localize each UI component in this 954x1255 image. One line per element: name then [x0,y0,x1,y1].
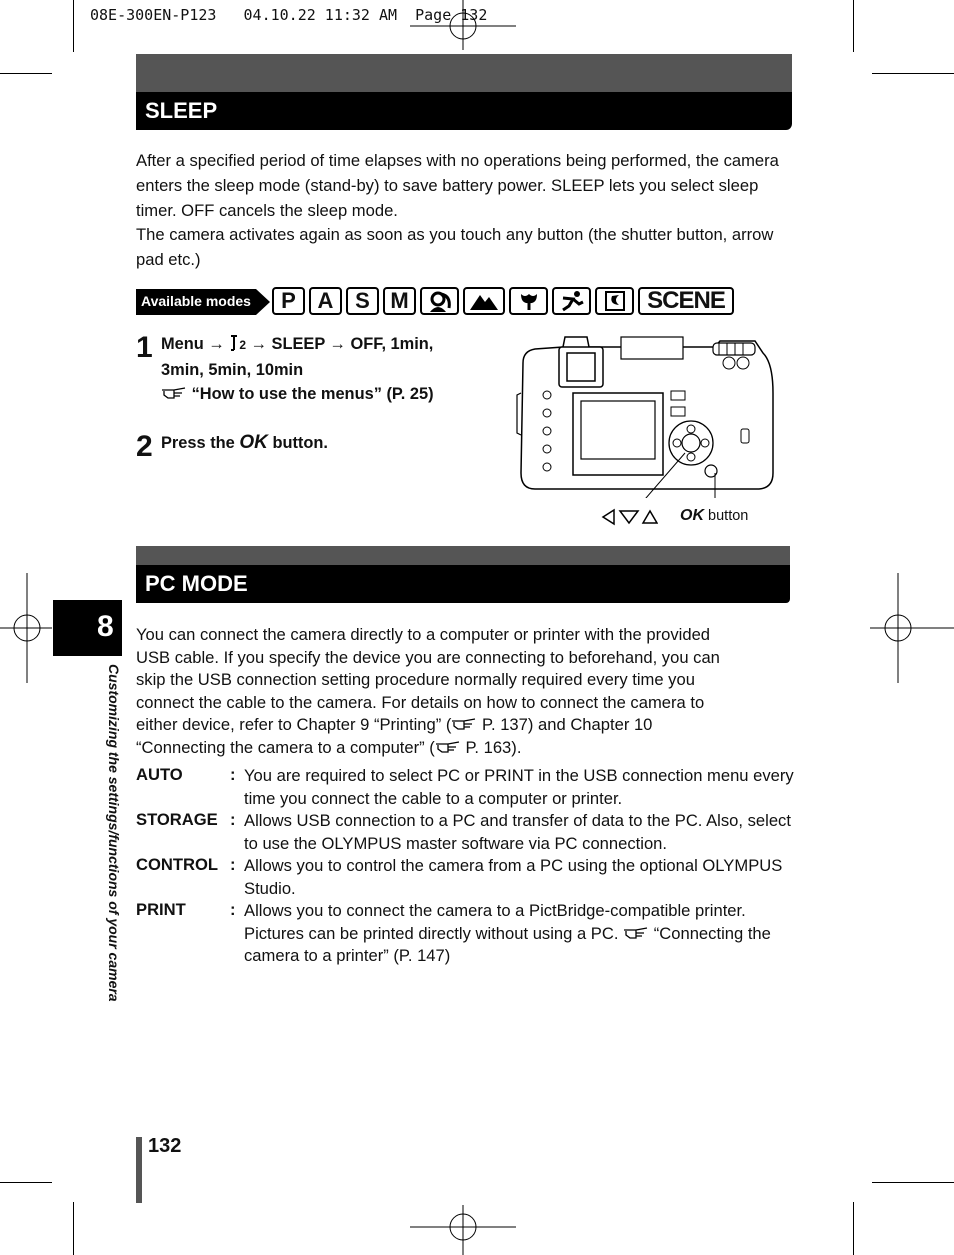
pc-paragraph-line: USB cable. If you specify the device you are connecting to beforehand, you can [136,647,720,667]
def-text-storage: Allows USB connection to a PC and transfer of data to the PC. Also, select to use the OLYMPUS master software via PC connection. [244,811,791,853]
setup-tab-number: 2 [239,338,246,352]
sports-mode-icon [552,287,591,315]
sleep-title: SLEEP [136,92,792,130]
def-text-print [244,900,794,968]
sleep-paragraph-2: The camera activates again as soon as you touch any button (the shutter button, arrow pad etc.) [136,225,774,269]
def-text-print-b: “Connecting the camera to a printer” (P. 147) [244,923,771,966]
sleep-options-2: 3min, 5min, 10min [161,360,304,379]
def-text-print-a: Allows you to connect the camera to a PictBridge-compatible printer. Pictures can be printed directly without using a PC. [244,901,746,943]
pc-paragraph-line: You can connect the camera directly to a computer or printer with the provided [136,625,711,644]
def-colon: : [230,765,236,784]
pc-paragraph-text: P. 163). [465,737,522,757]
macro-mode-icon [509,287,548,315]
pc-mode-paragraph [136,624,796,760]
pc-paragraph-line [136,714,796,737]
chapter-number: 8 [97,610,114,643]
step-2-pre: Press the [161,434,235,452]
ok-button-callout [680,507,748,525]
def-colon: : [230,855,236,874]
def-term-control: CONTROL [136,855,219,874]
mode-scene: SCENE [638,287,734,315]
step-2-text [161,431,491,456]
sleep-options: OFF, 1min, [350,335,434,353]
pc-paragraph-text: “Connecting the camera to a computer” ( [136,737,435,757]
chapter-label: Customizing the settings/functions of your camera [106,664,122,1002]
step-2-post: button. [272,434,328,452]
pc-paragraph-text: P. 137) and Chapter 10 [482,715,653,735]
mode-s: S [346,287,379,315]
setup-tab-icon [229,335,250,353]
pc-paragraph-text: either device, refer to Chapter 9 “Printing” ( [136,715,452,735]
ok-button-label: button [708,508,749,524]
mode-m: M [383,287,416,315]
pc-paragraph-line [136,737,796,760]
reference-hand-icon [623,924,649,943]
camera-back-illustration [515,333,780,498]
step-1-number: 1 [136,331,153,364]
page-number-bar [136,1137,142,1203]
ok-button-glyph: OK [239,432,268,453]
arrow-pad-icon [600,508,658,526]
def-text-auto: You are required to select PC or PRINT in the USB connection menu every time you connect the cable to a computer or printer. [244,766,794,808]
reference-hand-icon [451,715,477,734]
page-number: 132 [148,1135,182,1157]
step-2-number: 2 [136,430,153,463]
ok-glyph: OK [680,507,704,524]
arrow-right-icon: → [250,335,267,353]
def-colon: : [230,810,236,829]
sleep-header-band [136,54,792,92]
def-term-storage: STORAGE [136,810,218,829]
pc-mode-title: PC MODE [136,565,790,603]
available-modes-text: Available modes [141,293,251,309]
portrait-mode-icon [420,287,459,315]
mode-p: P [272,287,305,315]
arrow-right-icon: → [208,335,225,353]
reference-hand-icon [161,385,192,403]
sleep-option-label: SLEEP [271,335,325,353]
def-term-auto: AUTO [136,765,183,784]
pc-paragraph-line: connect the cable to the camera. For details on how to connect the camera to [136,692,705,712]
landscape-mode-icon [463,287,505,315]
sleep-paragraph: After a specified period of time elapses with no operations being performed, the camera enters the sleep mode (stand-by) to save battery power. SLEEP lets you select sleep timer. OFF cancels the sleep mode. [136,151,779,220]
def-text-control: Allows you to control the camera from a PC using the optional OLYMPUS Studio. [244,856,783,898]
def-term-print: PRINT [136,900,186,919]
step-1-text [161,332,491,407]
mode-a: A [309,287,342,315]
reference-hand-icon [435,738,461,757]
night-portrait-mode-icon [595,287,634,315]
pc-mode-header-band [136,546,790,565]
def-colon: : [230,900,236,919]
available-modes-label [136,289,271,315]
pc-paragraph-line: skip the USB connection setting procedure normally required every time you [136,670,695,690]
menu-label: Menu [161,335,204,353]
arrow-right-icon: → [329,335,346,353]
print-header: 08E-300EN-P123 04.10.22 11:32 AM Page 132 [90,6,488,24]
menus-reference: “How to use the menus” (P. 25) [191,385,434,403]
